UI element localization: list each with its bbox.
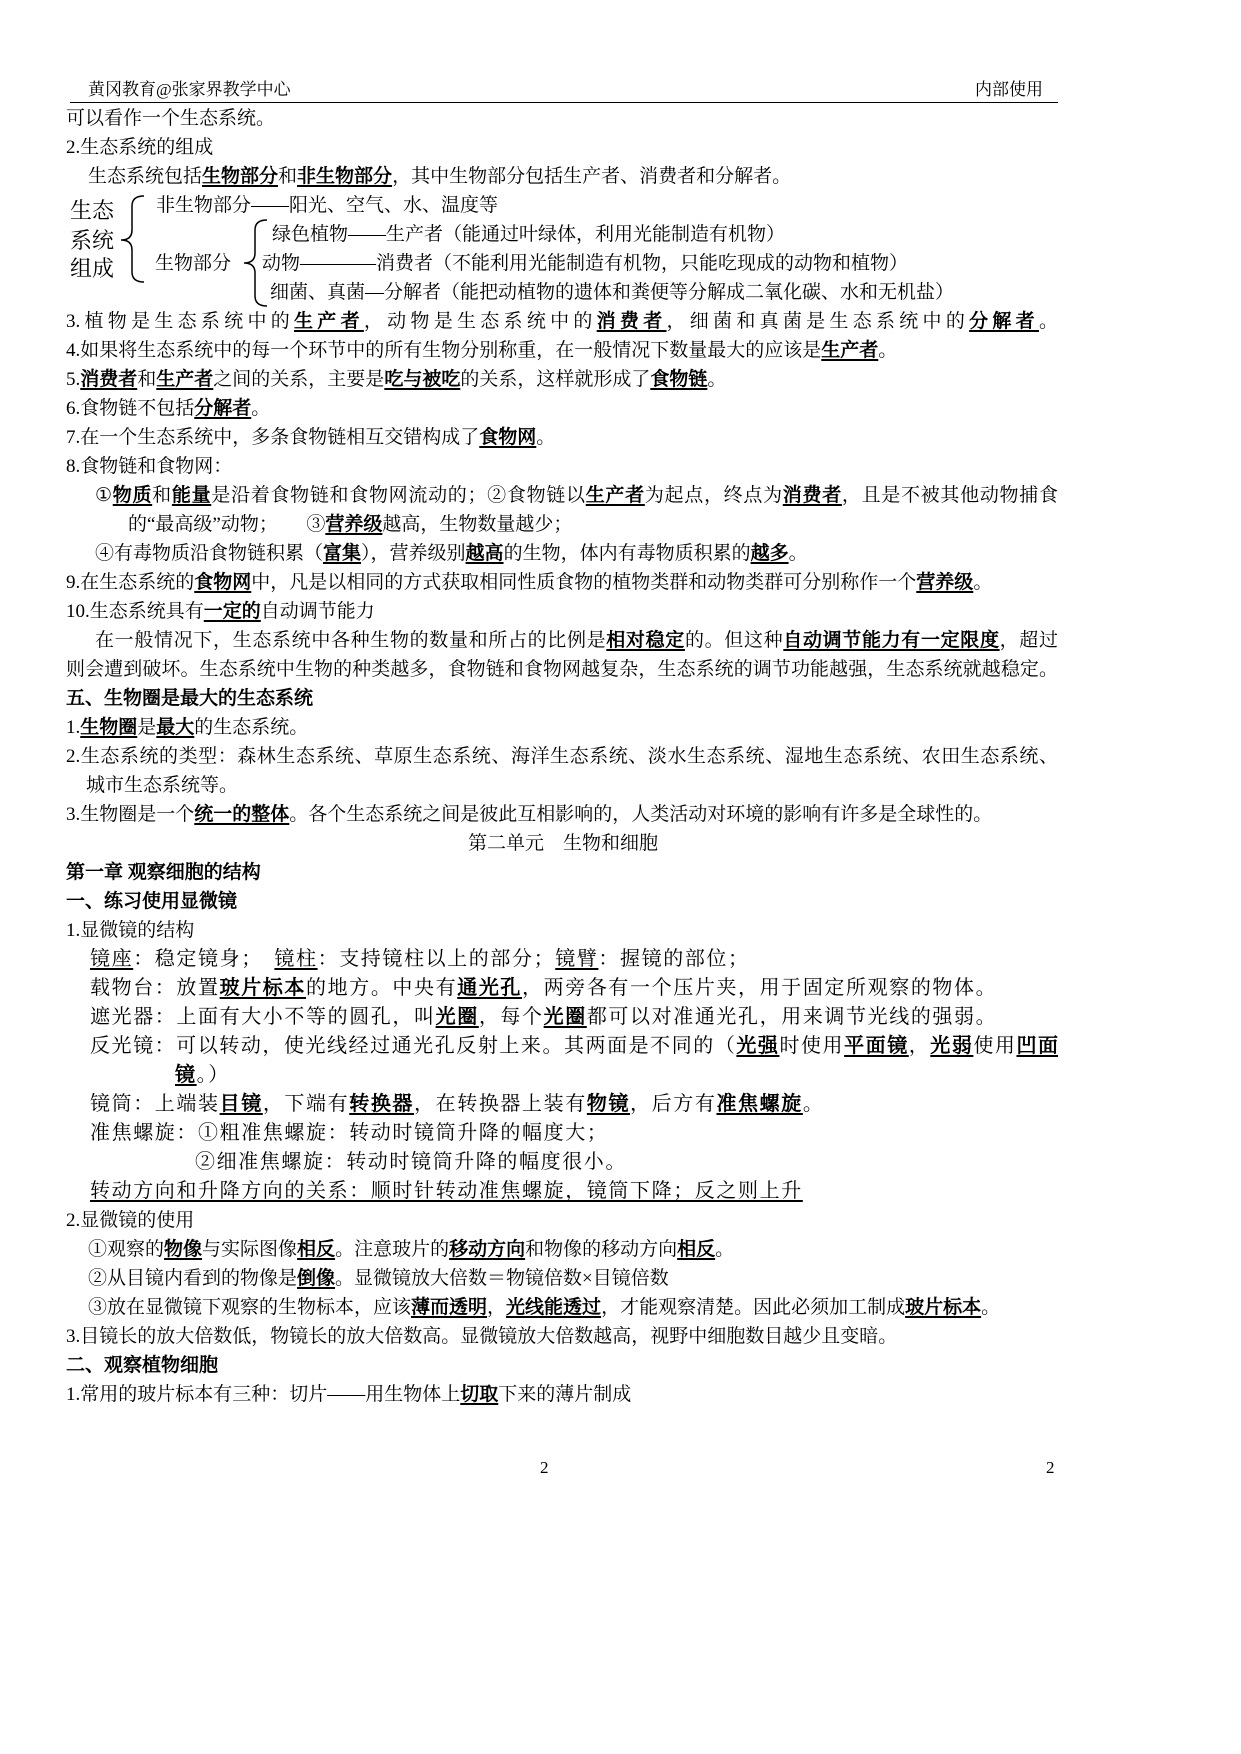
diagram-root-label: 生态 [70, 198, 115, 223]
text-run: 之间的关系，主要是 [213, 369, 385, 390]
text-run: 载物台：放置 [90, 977, 220, 999]
text-run: 生态系统包括 [88, 166, 203, 187]
microscope-part-line [90, 1003, 1241, 1032]
list-item [66, 1380, 1241, 1409]
text-run: 1. [66, 717, 81, 738]
microscope-part-line [90, 1119, 1241, 1148]
text-run: 反光镜：可以转动，使光线经过通光孔反射上来。其两面是不同的（ [90, 1035, 737, 1057]
key-term: 倒像 [297, 1268, 336, 1289]
key-term: 转换器 [349, 1093, 415, 1115]
text-run: 5. [66, 369, 81, 390]
text-run: ，动物是生态系统中的 [363, 311, 597, 332]
text-run: 8.食物链和食物网： [66, 456, 233, 477]
text-run: ②从目镜内看到的物像是 [88, 1268, 298, 1289]
list-item [66, 133, 1241, 162]
text-run: 。 [1038, 311, 1058, 332]
text-run: 准焦螺旋：①粗准焦螺旋：转动时镜筒升降的幅度大； [90, 1122, 609, 1144]
text-run: ， [487, 1297, 507, 1318]
chapter-heading [66, 858, 1241, 887]
key-term: 食物链 [650, 369, 708, 390]
key-term: 相反 [677, 1239, 716, 1260]
text-run: 3.生物圈是一个 [66, 804, 195, 825]
diagram-biotic-branch: 生物部分 [155, 253, 232, 274]
list-item [66, 1322, 1241, 1351]
text-run: 一、练习使用显微镜 [66, 891, 238, 912]
diagram-root-label: 系统 [70, 228, 115, 253]
key-term: 准焦螺旋 [716, 1093, 803, 1115]
text-run: ，下端有 [262, 1093, 350, 1115]
sub-list-item [95, 481, 1058, 510]
header-organization: 黄冈教育@张家界教学中心 [88, 80, 291, 99]
left-brace-icon [120, 195, 144, 283]
section-heading [66, 887, 1241, 916]
list-item-continuation [86, 771, 1241, 800]
key-term: 一定的 [203, 601, 261, 622]
key-term: 相反 [297, 1239, 336, 1260]
text-run: 的地方。中央有 [306, 977, 458, 999]
sub-list-item [88, 1264, 1241, 1293]
text-run: 越高，生物数量越少； [382, 514, 573, 535]
text-run: 。 [536, 427, 556, 448]
key-term: 光圈 [435, 1006, 479, 1028]
text-run: 第二单元 生物和细胞 [468, 833, 659, 854]
sub-list-item [88, 1293, 1241, 1322]
text-run: 中，凡是以相同的方式获取相同性质食物的植物类群和动物类群可分别称作一个 [251, 572, 917, 593]
unit-title [468, 829, 1241, 858]
text-run: 。 [715, 1239, 735, 1260]
key-term: 食物网 [194, 572, 252, 593]
microscope-part-line [90, 1090, 1241, 1119]
key-term: 能量 [171, 485, 212, 506]
text-run: ③放在显微镜下观察的生物标本，应该 [88, 1297, 412, 1318]
key-term: 吃与被吃 [384, 369, 461, 390]
paragraph-line [88, 162, 1241, 191]
key-term: 生产者 [585, 485, 645, 506]
text-run: 1.常用的玻片标本有三种：切片——用生物体上 [66, 1384, 461, 1405]
text-run: 2.显微镜的使用 [66, 1210, 195, 1231]
key-term: 生物部分 [202, 166, 279, 187]
text-run: ① [95, 485, 113, 506]
paragraph-line [66, 655, 1058, 684]
text-run: 和 [137, 369, 157, 390]
key-term: 生产者 [821, 340, 879, 361]
text-run: 遮光器：上面有大小不等的圆孔，叫 [90, 1006, 436, 1028]
text-run: ，在转换器上装有 [414, 1093, 587, 1115]
text-line [66, 104, 1241, 133]
header-divider [70, 102, 1058, 103]
text-run: 是沿着食物链和食物网流动的；②食物链以 [211, 485, 586, 506]
microscope-part-continuation [175, 1061, 1241, 1090]
key-term: 镜 [175, 1064, 197, 1086]
text-run: 五、生物圈是最大的生态系统 [66, 688, 314, 709]
list-item [66, 800, 1241, 829]
text-run: 2.生态系统的组成 [66, 137, 214, 158]
text-run: 。 [788, 543, 808, 564]
text-run: 的生态系统。 [194, 717, 309, 738]
microscope-part-line [90, 945, 1241, 974]
text-run: 自动调节能力 [260, 601, 375, 622]
underlined-term: 镜座 [90, 948, 134, 970]
key-term: 通光孔 [457, 977, 523, 999]
text-run: 。 [802, 1093, 825, 1115]
key-term: 消费者 [80, 369, 138, 390]
key-term: 平面镜 [844, 1035, 909, 1057]
text-run: 时使用 [779, 1035, 845, 1057]
text-run: ），营养级别 [361, 543, 466, 564]
key-term: 分解者 [969, 311, 1039, 332]
text-run: ：支持镜柱以上的部分； [317, 948, 556, 970]
text-run: 9.在生态系统的 [66, 572, 195, 593]
text-run: 。 [981, 1297, 1001, 1318]
key-term: 光线能透过 [506, 1297, 602, 1318]
diagram-root-label: 组成 [70, 256, 115, 281]
key-term: 光圈 [543, 1006, 587, 1028]
key-term: 移动方向 [449, 1239, 526, 1260]
key-term: 自动调节能力有一定限度 [783, 630, 1000, 651]
text-run: ，且是不被其他动物捕食 [841, 485, 1058, 506]
text-run: 下来的薄片制成 [498, 1384, 632, 1405]
text-run: 。 [707, 369, 727, 390]
text-run: ：稳定镜身； [133, 948, 275, 970]
key-term: 薄而透明 [411, 1297, 488, 1318]
sub-list-item [88, 1235, 1241, 1264]
text-run: 则会遭到破坏。生态系统中生物的种类越多，食物链和食物网越复杂，生态系统的调节功能越强，生态系统就越稳定。 [66, 659, 1058, 680]
text-run: ，超过 [999, 630, 1058, 651]
list-item [66, 365, 1241, 394]
key-term: 生产者 [294, 311, 364, 332]
text-run: 二、观察植物细胞 [66, 1355, 219, 1376]
text-run: 3.目镜长的放大倍数低，物镜长的放大倍数高。显微镜放大倍数越高，视野中细胞数目越少且变暗。 [66, 1326, 898, 1347]
text-run: 可以看作一个生态系统。 [66, 108, 276, 129]
list-item [66, 916, 1241, 945]
list-item [66, 423, 1241, 452]
section-heading [66, 684, 1241, 713]
key-term: 营养级 [916, 572, 974, 593]
text-run: 是 [137, 717, 157, 738]
list-item [66, 452, 1241, 481]
text-run: ，细菌和真菌是生态系统中的 [666, 311, 970, 332]
key-term: 物像 [164, 1239, 203, 1260]
text-run: 的生物，体内有毒物质积累的 [503, 543, 751, 564]
text-run: 2.生态系统的类型：森林生态系统、草原生态系统、海洋生态系统、淡水生态系统、湿地生态系统、农田生态系统、 [66, 746, 1058, 767]
key-term: 生产者 [156, 369, 214, 390]
list-item [66, 1206, 1241, 1235]
diagram-abiotic-branch: 非生物部分——阳光、空气、水、温度等 [156, 195, 499, 216]
key-term: 凹面 [1016, 1035, 1059, 1057]
key-term: 切取 [460, 1384, 499, 1405]
text-run: 的。但这种 [684, 630, 784, 651]
sub-list-item [95, 539, 1241, 568]
text-run: 的“最高级”动物； ③ [128, 514, 326, 535]
text-run: 6.食物链不包括 [66, 398, 195, 419]
text-run: 。 [251, 398, 271, 419]
microscope-part-line [90, 1177, 1241, 1206]
text-run: 城市生态系统等。 [86, 775, 239, 796]
text-run: 和 [278, 166, 298, 187]
key-term: 光弱 [930, 1035, 974, 1057]
text-run: 。注意玻片的 [335, 1239, 450, 1260]
microscope-part-line [90, 974, 1241, 1003]
text-run: ①观察的 [88, 1239, 165, 1260]
text-run: 1.显微镜的结构 [66, 920, 195, 941]
text-run: 10.生态系统具有 [66, 601, 204, 622]
text-run: ④有毒物质沿食物链积累（ [95, 543, 324, 564]
text-run: 4.如果将生态系统中的每一个环节中的所有生物分别称重，在一般情况下数量最大的应该是 [66, 340, 822, 361]
text-run: ，两旁各有一个压片夹，用于固定所观察的物体。 [522, 977, 998, 999]
key-term: 食物网 [479, 427, 537, 448]
list-item [66, 307, 1058, 336]
key-term: 相对稳定 [606, 630, 685, 651]
key-term: 越多 [750, 543, 789, 564]
text-run: 。 [878, 340, 898, 361]
sub-list-item-continuation [128, 510, 1241, 539]
key-term: 富集 [323, 543, 362, 564]
diagram-producer-item: 绿色植物——生产者（能通过叶绿体，利用光能制造有机物） [272, 224, 786, 245]
key-term: 越高 [465, 543, 504, 564]
text-run: 3.植物是生态系统中的 [66, 311, 295, 332]
key-term: 玻片标本 [219, 977, 307, 999]
key-term: 最大 [156, 717, 195, 738]
list-item [66, 713, 1241, 742]
document-body [0, 104, 1241, 1409]
underlined-term: 转动方向和升降方向的关系：顺时针转动准焦螺旋，镜筒下降；反之则上升 [90, 1180, 803, 1202]
section-heading [66, 1351, 1241, 1380]
key-term: 消费者 [596, 311, 667, 332]
text-run: ②细准焦螺旋：转动时镜筒升降的幅度很小。 [195, 1151, 627, 1173]
list-item [66, 568, 1241, 597]
key-term: 统一的整体 [194, 804, 290, 825]
key-term: 物质 [112, 485, 153, 506]
list-item [66, 336, 1241, 365]
key-term: 光强 [736, 1035, 780, 1057]
key-term: 物镜 [586, 1093, 631, 1115]
microscope-part-continuation [195, 1148, 1241, 1177]
key-term: 非生物部分 [297, 166, 393, 187]
text-run: 和 [152, 485, 172, 506]
text-run: 第一章 观察细胞的结构 [66, 862, 261, 883]
key-term: 玻片标本 [905, 1297, 982, 1318]
text-run: 镜筒：上端装 [90, 1093, 220, 1115]
text-run: 的关系，这样就形成了 [460, 369, 651, 390]
diagram-decomposer-item: 细菌、真菌—分解者（能把动植物的遗体和粪便等分解成二氧化碳、水和无机盐） [270, 282, 955, 303]
text-run: 为起点，终点为 [644, 485, 783, 506]
text-run: ，每个 [478, 1006, 544, 1028]
text-run: 使用 [973, 1035, 1017, 1057]
header-usage-note: 内部使用 [975, 80, 1043, 99]
page-number: 2 [540, 1458, 549, 1477]
diagram-consumer-item: 动物————消费者（不能利用光能制造有机物，只能吃现成的动物和植物） [262, 253, 909, 274]
paragraph-line [95, 626, 1058, 655]
ecosystem-composition-diagram [0, 191, 1241, 307]
key-term: 营养级 [325, 514, 383, 535]
key-term: 目镜 [219, 1093, 263, 1115]
key-term: 生物圈 [80, 717, 138, 738]
text-run: 。 [973, 572, 993, 593]
underlined-term: 镜臂 [555, 948, 599, 970]
list-item [66, 742, 1058, 771]
key-term: 分解者 [194, 398, 252, 419]
text-run: ，后方有 [630, 1093, 717, 1115]
text-run: ：握镜的部位； [598, 948, 750, 970]
text-run: ， [908, 1035, 931, 1057]
text-run: 。） [196, 1064, 230, 1086]
underlined-term: 镜柱 [274, 948, 318, 970]
text-run: 都可以对准通光孔，用来调节光线的强弱。 [586, 1006, 998, 1028]
page-number: 2 [1046, 1458, 1055, 1477]
text-run: 与实际图像 [202, 1239, 298, 1260]
text-run: ，其中生物部分包括生产者、消费者和分解者。 [392, 166, 792, 187]
list-item [66, 597, 1241, 626]
text-run: 7.在一个生态系统中，多条食物链相互交错构成了 [66, 427, 480, 448]
key-term: 消费者 [782, 485, 842, 506]
list-item [66, 394, 1241, 423]
text-run: 和物像的移动方向 [525, 1239, 678, 1260]
text-run: 在一般情况下，生态系统中各种生物的数量和所占的比例是 [95, 630, 607, 651]
microscope-part-line [90, 1032, 1058, 1061]
text-run: 。显微镜放大倍数＝物镜倍数×目镜倍数 [335, 1268, 669, 1289]
text-run: ，才能观察清楚。因此必须加工制成 [601, 1297, 906, 1318]
text-run: 。各个生态系统之间是彼此互相影响的，人类活动对环境的影响有许多是全球性的。 [289, 804, 993, 825]
